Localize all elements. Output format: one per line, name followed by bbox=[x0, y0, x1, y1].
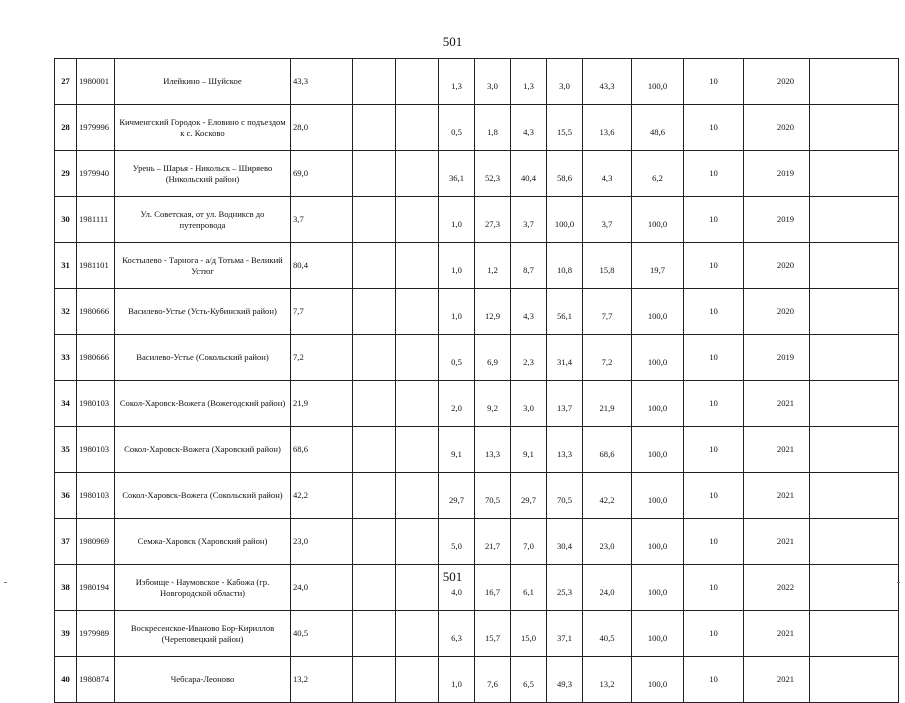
value-cell: 1,0 bbox=[439, 243, 475, 289]
year-cell: 2021 bbox=[744, 381, 810, 427]
table-row bbox=[55, 335, 899, 381]
value-cell: 100,0 bbox=[632, 59, 684, 105]
value-cell: 7,0 bbox=[511, 519, 547, 565]
empty-cell bbox=[396, 197, 439, 243]
value-cell: 8,7 bbox=[511, 243, 547, 289]
value-cell: 19,7 bbox=[632, 243, 684, 289]
table-row bbox=[55, 427, 899, 473]
table-row bbox=[55, 105, 899, 151]
value-cell: 100,0 bbox=[632, 519, 684, 565]
value-cell: 7,2 bbox=[583, 335, 632, 381]
value-cell: 30,4 bbox=[547, 519, 583, 565]
value-cell: 42,2 bbox=[583, 473, 632, 519]
empty-cell bbox=[396, 381, 439, 427]
empty-cell bbox=[396, 105, 439, 151]
value-cell: 37,1 bbox=[547, 611, 583, 657]
empty-cell bbox=[353, 381, 396, 427]
road-code-cell: 1979940 bbox=[77, 151, 115, 197]
road-name-cell: Василево-Устье (Сокольский район) bbox=[115, 335, 291, 381]
empty-cell bbox=[353, 519, 396, 565]
category-cell: 10 bbox=[684, 473, 744, 519]
empty-cell bbox=[396, 611, 439, 657]
road-name-cell: Избоище - Наумовское - Кабожа (гр. Новгородской области) bbox=[115, 565, 291, 611]
year-cell: 2020 bbox=[744, 59, 810, 105]
road-code-cell: 1981101 bbox=[77, 243, 115, 289]
empty-cell bbox=[396, 289, 439, 335]
value-cell: 2,3 bbox=[511, 335, 547, 381]
empty-cell bbox=[810, 197, 899, 243]
row-number-cell: 33 bbox=[55, 335, 77, 381]
row-number-cell: 30 bbox=[55, 197, 77, 243]
empty-cell bbox=[353, 473, 396, 519]
year-cell: 2020 bbox=[744, 105, 810, 151]
year-cell: 2021 bbox=[744, 611, 810, 657]
road-code-cell: 1980969 bbox=[77, 519, 115, 565]
value-cell: 3,0 bbox=[511, 381, 547, 427]
road-name-cell: Илейкино – Шуйское bbox=[115, 59, 291, 105]
row-number-cell: 36 bbox=[55, 473, 77, 519]
table-row bbox=[55, 473, 899, 519]
value-cell: 100,0 bbox=[632, 381, 684, 427]
road-name-cell: Сокол-Харовск-Вожега (Вожегодский район) bbox=[115, 381, 291, 427]
empty-cell bbox=[810, 151, 899, 197]
category-cell: 10 bbox=[684, 243, 744, 289]
table-row bbox=[55, 59, 899, 105]
empty-cell bbox=[396, 473, 439, 519]
empty-cell bbox=[396, 151, 439, 197]
empty-cell bbox=[353, 611, 396, 657]
value-cell: 48,6 bbox=[632, 105, 684, 151]
empty-cell bbox=[810, 473, 899, 519]
empty-cell bbox=[353, 151, 396, 197]
road-length-cell: 42,2 bbox=[291, 473, 353, 519]
empty-cell bbox=[396, 243, 439, 289]
value-cell: 1,0 bbox=[439, 657, 475, 703]
value-cell: 13,7 bbox=[547, 381, 583, 427]
page-number-top: 501 bbox=[442, 34, 463, 49]
year-cell: 2019 bbox=[744, 197, 810, 243]
empty-cell bbox=[353, 427, 396, 473]
value-cell: 15,7 bbox=[475, 611, 511, 657]
road-length-cell: 43,3 bbox=[291, 59, 353, 105]
value-cell: 2,0 bbox=[439, 381, 475, 427]
empty-cell bbox=[396, 59, 439, 105]
empty-cell bbox=[353, 335, 396, 381]
road-length-cell: 28,0 bbox=[291, 105, 353, 151]
road-code-cell: 1980666 bbox=[77, 289, 115, 335]
row-number-cell: 27 bbox=[55, 59, 77, 105]
road-length-cell: 80,4 bbox=[291, 243, 353, 289]
value-cell: 13,3 bbox=[547, 427, 583, 473]
road-name-cell: Сокол-Харовск-Вожега (Сокольский район) bbox=[115, 473, 291, 519]
value-cell: 1,3 bbox=[511, 59, 547, 105]
value-cell: 100,0 bbox=[632, 427, 684, 473]
value-cell: 29,7 bbox=[511, 473, 547, 519]
value-cell: 1,0 bbox=[439, 289, 475, 335]
road-code-cell: 1980001 bbox=[77, 59, 115, 105]
category-cell: 10 bbox=[684, 565, 744, 611]
table-row bbox=[55, 289, 899, 335]
road-code-cell: 1980103 bbox=[77, 473, 115, 519]
table-row bbox=[55, 381, 899, 427]
empty-cell bbox=[396, 335, 439, 381]
empty-cell bbox=[396, 427, 439, 473]
page-number-bottom: 501 bbox=[442, 569, 463, 584]
value-cell: 9,1 bbox=[439, 427, 475, 473]
road-length-cell: 7,2 bbox=[291, 335, 353, 381]
roads-table-body bbox=[55, 59, 899, 703]
empty-cell bbox=[810, 657, 899, 703]
value-cell: 6,9 bbox=[475, 335, 511, 381]
value-cell: 15,0 bbox=[511, 611, 547, 657]
row-number-cell: 39 bbox=[55, 611, 77, 657]
category-cell: 10 bbox=[684, 381, 744, 427]
category-cell: 10 bbox=[684, 657, 744, 703]
row-number-cell: 31 bbox=[55, 243, 77, 289]
value-cell: 21,7 bbox=[475, 519, 511, 565]
table-row bbox=[55, 519, 899, 565]
year-cell: 2021 bbox=[744, 657, 810, 703]
value-cell: 16,7 bbox=[475, 565, 511, 611]
value-cell: 1,2 bbox=[475, 243, 511, 289]
value-cell: 100,0 bbox=[632, 197, 684, 243]
road-length-cell: 23,0 bbox=[291, 519, 353, 565]
value-cell: 25,3 bbox=[547, 565, 583, 611]
value-cell: 1,8 bbox=[475, 105, 511, 151]
road-code-cell: 1979996 bbox=[77, 105, 115, 151]
value-cell: 6,2 bbox=[632, 151, 684, 197]
empty-cell bbox=[353, 197, 396, 243]
value-cell: 3,0 bbox=[547, 59, 583, 105]
road-name-cell: Ул. Советская, от ул. Водниксв до путепровода bbox=[115, 197, 291, 243]
value-cell: 13,2 bbox=[583, 657, 632, 703]
value-cell: 12,9 bbox=[475, 289, 511, 335]
year-cell: 2022 bbox=[744, 565, 810, 611]
category-cell: 10 bbox=[684, 289, 744, 335]
value-cell: 6,5 bbox=[511, 657, 547, 703]
road-length-cell: 69,0 bbox=[291, 151, 353, 197]
road-length-cell: 3,7 bbox=[291, 197, 353, 243]
value-cell: 13,6 bbox=[583, 105, 632, 151]
value-cell: 100,0 bbox=[632, 335, 684, 381]
value-cell: 0,5 bbox=[439, 335, 475, 381]
empty-cell bbox=[353, 243, 396, 289]
road-length-cell: 68,6 bbox=[291, 427, 353, 473]
year-cell: 2020 bbox=[744, 243, 810, 289]
empty-cell bbox=[396, 657, 439, 703]
row-number-cell: 37 bbox=[55, 519, 77, 565]
value-cell: 6,3 bbox=[439, 611, 475, 657]
row-number-cell: 35 bbox=[55, 427, 77, 473]
value-cell: 21,9 bbox=[583, 381, 632, 427]
value-cell: 27,3 bbox=[475, 197, 511, 243]
value-cell: 6,1 bbox=[511, 565, 547, 611]
value-cell: 68,6 bbox=[583, 427, 632, 473]
empty-cell bbox=[810, 59, 899, 105]
value-cell: 36,1 bbox=[439, 151, 475, 197]
year-cell: 2020 bbox=[744, 289, 810, 335]
table-row bbox=[55, 243, 899, 289]
empty-cell bbox=[396, 519, 439, 565]
road-length-cell: 13,2 bbox=[291, 657, 353, 703]
value-cell: 0,5 bbox=[439, 105, 475, 151]
road-code-cell: 1981111 bbox=[77, 197, 115, 243]
empty-cell bbox=[810, 335, 899, 381]
road-code-cell: 1980194 bbox=[77, 565, 115, 611]
empty-cell bbox=[353, 105, 396, 151]
value-cell: 100,0 bbox=[632, 611, 684, 657]
road-name-cell: Чебсара-Леоново bbox=[115, 657, 291, 703]
value-cell: 52,3 bbox=[475, 151, 511, 197]
value-cell: 100,0 bbox=[547, 197, 583, 243]
value-cell: 9,2 bbox=[475, 381, 511, 427]
empty-cell bbox=[810, 243, 899, 289]
value-cell: 7,6 bbox=[475, 657, 511, 703]
empty-cell bbox=[353, 289, 396, 335]
value-cell: 70,5 bbox=[475, 473, 511, 519]
value-cell: 7,7 bbox=[583, 289, 632, 335]
year-cell: 2021 bbox=[744, 427, 810, 473]
row-number-cell: 32 bbox=[55, 289, 77, 335]
year-cell: 2019 bbox=[744, 151, 810, 197]
value-cell: 3,7 bbox=[583, 197, 632, 243]
value-cell: 29,7 bbox=[439, 473, 475, 519]
row-number-cell: 34 bbox=[55, 381, 77, 427]
road-code-cell: 1980103 bbox=[77, 427, 115, 473]
empty-cell bbox=[810, 381, 899, 427]
road-length-cell: 7,7 bbox=[291, 289, 353, 335]
edge-mark-right bbox=[897, 582, 900, 583]
value-cell: 70,5 bbox=[547, 473, 583, 519]
road-length-cell: 21,9 bbox=[291, 381, 353, 427]
value-cell: 49,3 bbox=[547, 657, 583, 703]
category-cell: 10 bbox=[684, 335, 744, 381]
value-cell: 31,4 bbox=[547, 335, 583, 381]
empty-cell bbox=[810, 611, 899, 657]
category-cell: 10 bbox=[684, 427, 744, 473]
value-cell: 3,7 bbox=[511, 197, 547, 243]
value-cell: 5,0 bbox=[439, 519, 475, 565]
value-cell: 10,8 bbox=[547, 243, 583, 289]
roads-table bbox=[54, 58, 899, 703]
value-cell: 1,0 bbox=[439, 197, 475, 243]
road-name-cell: Костылево - Тарнога - а/д Тотьма - Великий Устюг bbox=[115, 243, 291, 289]
table-row bbox=[55, 657, 899, 703]
value-cell: 1,3 bbox=[439, 59, 475, 105]
year-cell: 2019 bbox=[744, 335, 810, 381]
value-cell: 56,1 bbox=[547, 289, 583, 335]
empty-cell bbox=[810, 519, 899, 565]
road-name-cell: Сокол-Харовск-Вожега (Харовский район) bbox=[115, 427, 291, 473]
year-cell: 2021 bbox=[744, 473, 810, 519]
road-code-cell: 1980666 bbox=[77, 335, 115, 381]
empty-cell bbox=[353, 59, 396, 105]
value-cell: 24,0 bbox=[583, 565, 632, 611]
road-name-cell: Семжа-Харовск (Харовский район) bbox=[115, 519, 291, 565]
road-code-cell: 1980874 bbox=[77, 657, 115, 703]
empty-cell bbox=[353, 657, 396, 703]
table-row bbox=[55, 611, 899, 657]
road-name-cell: Василево-Устье (Усть-Кубинский район) bbox=[115, 289, 291, 335]
road-name-cell: Воскресенское-Иваново Бор-Кириллов (Череповецкий район) bbox=[115, 611, 291, 657]
row-number-cell: 38 bbox=[55, 565, 77, 611]
road-code-cell: 1980103 bbox=[77, 381, 115, 427]
value-cell: 43,3 bbox=[583, 59, 632, 105]
category-cell: 10 bbox=[684, 519, 744, 565]
category-cell: 10 bbox=[684, 611, 744, 657]
category-cell: 10 bbox=[684, 59, 744, 105]
road-length-cell: 40,5 bbox=[291, 611, 353, 657]
category-cell: 10 bbox=[684, 197, 744, 243]
row-number-cell: 29 bbox=[55, 151, 77, 197]
category-cell: 10 bbox=[684, 151, 744, 197]
edge-mark-left bbox=[4, 582, 7, 583]
row-number-cell: 28 bbox=[55, 105, 77, 151]
value-cell: 40,4 bbox=[511, 151, 547, 197]
value-cell: 4,3 bbox=[511, 105, 547, 151]
year-cell: 2021 bbox=[744, 519, 810, 565]
category-cell: 10 bbox=[684, 105, 744, 151]
empty-cell bbox=[810, 289, 899, 335]
value-cell: 4,3 bbox=[511, 289, 547, 335]
row-number-cell: 40 bbox=[55, 657, 77, 703]
value-cell: 15,5 bbox=[547, 105, 583, 151]
empty-cell bbox=[810, 427, 899, 473]
road-length-cell: 24,0 bbox=[291, 565, 353, 611]
value-cell: 15,8 bbox=[583, 243, 632, 289]
value-cell: 100,0 bbox=[632, 289, 684, 335]
value-cell: 23,0 bbox=[583, 519, 632, 565]
value-cell: 40,5 bbox=[583, 611, 632, 657]
value-cell: 4,3 bbox=[583, 151, 632, 197]
table-row bbox=[55, 197, 899, 243]
table-row bbox=[55, 151, 899, 197]
value-cell: 9,1 bbox=[511, 427, 547, 473]
value-cell: 100,0 bbox=[632, 657, 684, 703]
value-cell: 13,3 bbox=[475, 427, 511, 473]
value-cell: 100,0 bbox=[632, 473, 684, 519]
value-cell: 100,0 bbox=[632, 565, 684, 611]
empty-cell bbox=[810, 105, 899, 151]
value-cell: 4,0 bbox=[439, 565, 475, 611]
value-cell: 58,6 bbox=[547, 151, 583, 197]
road-code-cell: 1979989 bbox=[77, 611, 115, 657]
road-name-cell: Урень – Шарья - Никольск – Ширяево (Никольский район) bbox=[115, 151, 291, 197]
road-name-cell: Кичменгский Городок - Еловино с подъездом к с. Косково bbox=[115, 105, 291, 151]
value-cell: 3,0 bbox=[475, 59, 511, 105]
